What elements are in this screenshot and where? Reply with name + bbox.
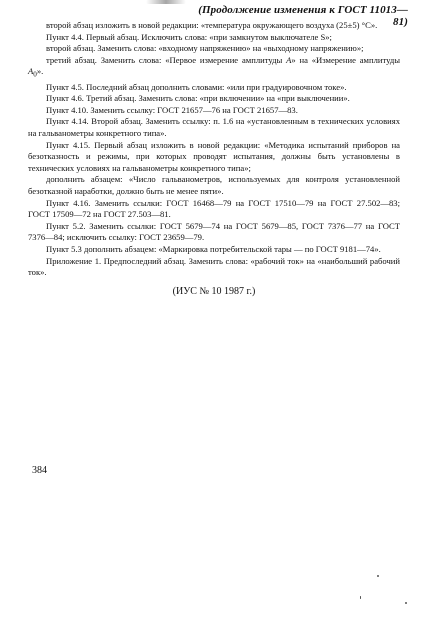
scan-speck (377, 575, 379, 577)
amendment-paragraph: Пункт 4.5. Последний абзац дополнить словами: «или при градуировочном токе». (46, 81, 347, 92)
amendment-paragraph: третий абзац. Заменить слова: «Первое измерение амплитуды А» на «Измерение амплитуды $А_0$». (28, 54, 401, 80)
amendment-paragraph: второй абзац изложить в новой редакции: «температура окружающего воздуха (25±5) °С». (46, 20, 378, 30)
amendment-paragraph: Пункт 4.6. Третий абзац. Заменить слова: «при включении» на «при выключении». (46, 93, 350, 104)
page-number: 384 (32, 465, 47, 476)
amendment-paragraphs (28, 20, 400, 279)
scan-speck (360, 596, 361, 599)
amendment-paragraph: Пункт 4.4. Первый абзац. Исключить слова: «при замкнутом выключателе S»; (46, 31, 332, 42)
amendment-paragraph: Пункт 4.10. Заменить ссылку: ГОСТ 21657—76 на ГОСТ 21657—83. (46, 104, 298, 115)
amendment-paragraph: дополнить абзацем: «Число гальванометров, используемых для контроля установленной безотказной наработки, должно быть не менее пяти». (28, 174, 400, 197)
continuation-header: (Продолжение изменения к ГОСТ 11013—81) (198, 4, 408, 28)
amendment-paragraph: Пункт 4.14. Второй абзац. Заменить ссылку: п. 1.6 на «установленным в технических условиях на гальванометры конкретного типа». (28, 116, 400, 139)
amendment-paragraph: Пункт 4.15. Первый абзац изложить в новой редакции: «Методика испытаний приборов на безотказность и режимы, при которых проводят испытания, должны быть установлены в технических условиях на гальванометры конкретного типа»; (28, 139, 400, 173)
amendment-paragraph: Приложение 1. Предпоследний абзац. Заменить слова: «рабочий ток» на «наибольший рабочий ток». (28, 255, 400, 278)
amendment-paragraph: Пункт 5.2. Заменить ссылки: ГОСТ 5679—74 на ГОСТ 5679—85, ГОСТ 7376—77 на ГОСТ 7376—84; исключить ссылку: ГОСТ 23659—79. (28, 220, 400, 243)
amendment-text (28, 20, 400, 298)
amendment-paragraph: Пункт 4.16. Заменить ссылки: ГОСТ 16468—79 на ГОСТ 17510—79 на ГОСТ 27.502—83; ГОСТ 17509—72 на ГОСТ 27.503—81. (28, 197, 400, 220)
source-reference: (ИУС № 10 1987 г.) (172, 285, 256, 297)
amendment-paragraph: второй абзац. Заменить слова: «входному напряжению» на «выходному напряжению»; (46, 43, 364, 54)
amendment-paragraph: Пункт 5.3 дополнить абзацем: «Маркировка потребительской тары — по ГОСТ 9181—74». (46, 244, 381, 254)
scan-artifact (146, 0, 186, 4)
scan-speck (405, 602, 407, 604)
